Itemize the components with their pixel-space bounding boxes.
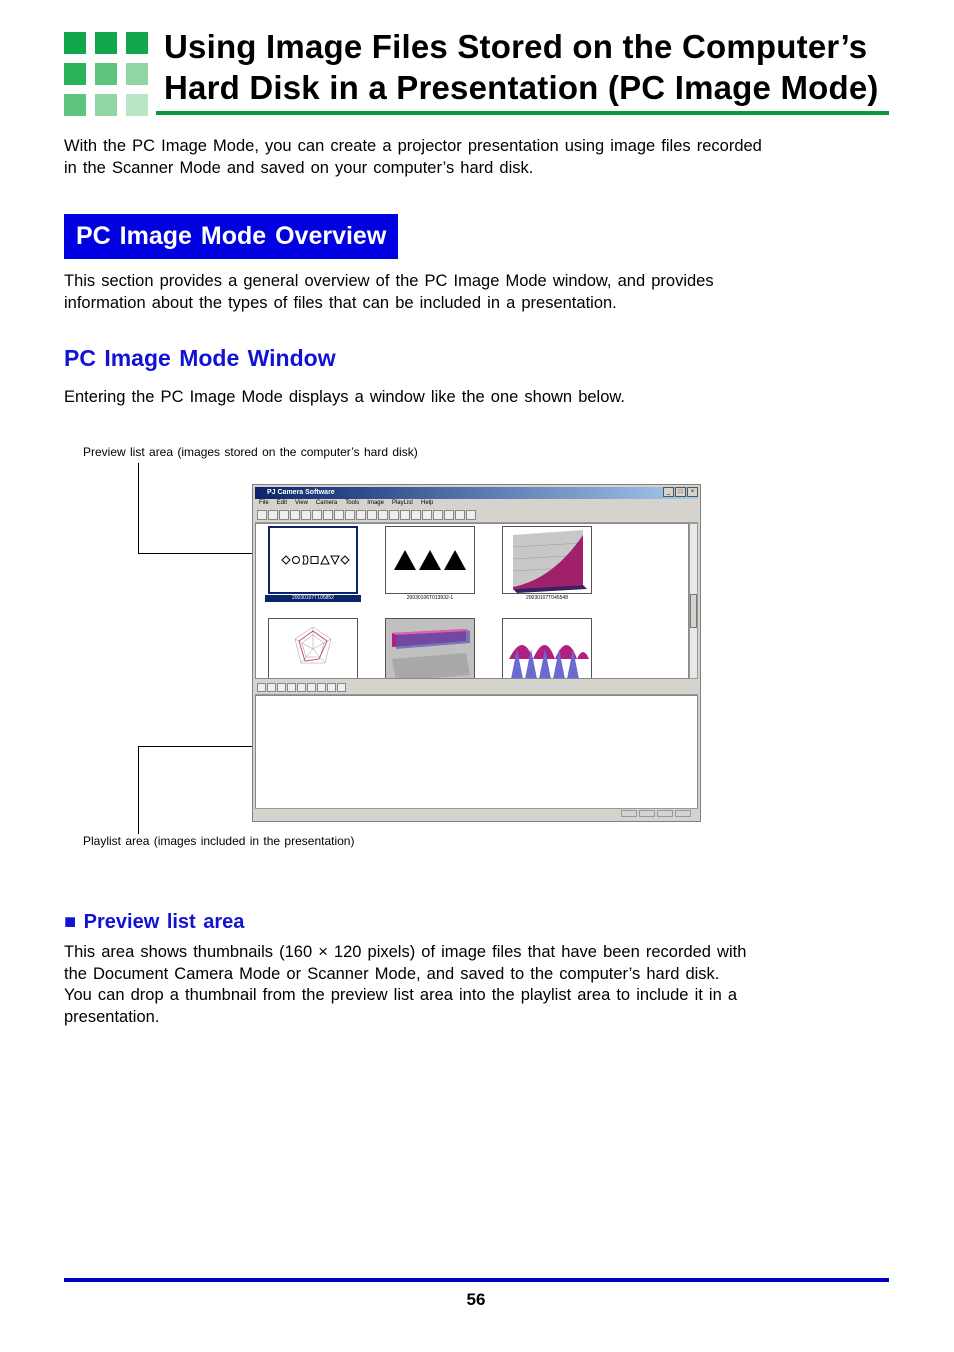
- toolbar-button-icon[interactable]: [466, 510, 476, 520]
- toolbar-button-icon[interactable]: [433, 510, 443, 520]
- status-panel: [657, 810, 673, 817]
- toolbar-button-icon[interactable]: [337, 683, 346, 692]
- preview-subheading-text: Preview list area: [83, 911, 245, 933]
- toolbar-button-icon[interactable]: [367, 510, 377, 520]
- section-line: information about the types of files that can be included in a presentation.: [64, 293, 617, 312]
- toolbar-button-icon[interactable]: [257, 510, 267, 520]
- toolbar-button-icon[interactable]: [257, 683, 266, 692]
- window-titlebar: [255, 487, 698, 499]
- menu-help[interactable]: Help: [420, 500, 434, 506]
- maximize-icon[interactable]: □: [675, 487, 686, 497]
- preview-thumbnail[interactable]: [385, 526, 475, 594]
- preview-subheading: [64, 909, 244, 935]
- preview-list-area[interactable]: [255, 523, 689, 679]
- toolbar-button-icon[interactable]: [277, 683, 286, 692]
- bullet-square-icon: ■: [64, 911, 77, 933]
- toolbar-button-icon[interactable]: [323, 510, 333, 520]
- toolbar-button-icon[interactable]: [287, 683, 296, 692]
- toolbar-button-icon[interactable]: [334, 510, 344, 520]
- callout-line: [138, 463, 139, 554]
- footer-rule: [64, 1278, 889, 1282]
- toolbar-button-icon[interactable]: [317, 683, 326, 692]
- main-toolbar: [255, 508, 698, 523]
- menu-camera[interactable]: Camera: [315, 500, 338, 506]
- preview-line: You can drop a thumbnail from the preview list area into the playlist area to include it in a: [64, 986, 738, 1004]
- toolbar-button-icon[interactable]: [389, 510, 399, 520]
- menu-view[interactable]: View: [295, 500, 308, 506]
- pj-camera-window-screenshot: [252, 484, 701, 822]
- minimize-icon[interactable]: _: [663, 487, 674, 497]
- shapes-outline-icon: [270, 528, 356, 592]
- status-bar: [255, 808, 698, 819]
- menu-playlist[interactable]: PlayList: [391, 500, 413, 506]
- logo-square: [126, 94, 148, 116]
- toolbar-button-icon[interactable]: [297, 683, 306, 692]
- cone-chart-icon: [503, 619, 591, 679]
- status-panel: [639, 810, 655, 817]
- section-line: This section provides a general overview of the PC Image Mode window, and provides: [64, 272, 714, 290]
- preview-thumbnail[interactable]: [268, 526, 358, 594]
- intro-paragraph: [64, 136, 762, 179]
- menu-file[interactable]: File: [259, 500, 269, 506]
- toolbar-button-icon[interactable]: [411, 510, 421, 520]
- window-controls: [663, 487, 698, 497]
- toolbar-button-icon[interactable]: [345, 510, 355, 520]
- callout-preview-label: Preview list area (images stored on the computer’s hard disk): [83, 445, 418, 459]
- callout-line: [138, 746, 139, 834]
- intro-line: in the Scanner Mode and saved on your computer’s hard disk.: [64, 158, 534, 177]
- window-subheading: PC Image Mode Window: [64, 345, 336, 371]
- playlist-toolbar: [255, 681, 698, 695]
- logo-square: [95, 63, 117, 85]
- 3d-bar-chart-icon: [386, 619, 474, 679]
- logo-square: [64, 32, 86, 54]
- toolbar-button-icon[interactable]: [327, 683, 336, 692]
- triangles-icon: [386, 527, 474, 593]
- logo-square: [126, 63, 148, 85]
- toolbar-button-icon[interactable]: [268, 510, 278, 520]
- toolbar-button-icon[interactable]: [444, 510, 454, 520]
- header-logo-grid: [64, 32, 148, 116]
- page-number: 56: [466, 1290, 486, 1309]
- section-paragraph: [64, 271, 714, 314]
- preview-thumbnail[interactable]: [502, 526, 592, 594]
- thumbnail-caption: 20030107T105852: [265, 595, 361, 602]
- title-line-2: Hard Disk in a Presentation (PC Image Mode): [164, 69, 879, 106]
- callout-line: [138, 553, 262, 554]
- menu-tools[interactable]: Tools: [345, 500, 360, 506]
- playlist-area[interactable]: [255, 695, 698, 809]
- toolbar-button-icon[interactable]: [312, 510, 322, 520]
- menu-image[interactable]: Image: [367, 500, 384, 506]
- window-paragraph: Entering the PC Image Mode displays a window like the one shown below.: [64, 388, 625, 406]
- radar-chart-icon: [269, 619, 357, 679]
- thumbnail-caption: 20030107T045548: [526, 595, 568, 601]
- logo-square: [126, 32, 148, 54]
- preview-thumbnail[interactable]: [385, 618, 475, 679]
- toolbar-button-icon[interactable]: [400, 510, 410, 520]
- toolbar-button-icon[interactable]: [279, 510, 289, 520]
- toolbar-button-icon[interactable]: [356, 510, 366, 520]
- preview-paragraph: [64, 942, 746, 1028]
- page-title: [164, 26, 904, 108]
- callout-playlist-label: Playlist area (images included in the presentation): [83, 834, 355, 848]
- status-panel: [621, 810, 637, 817]
- toolbar-button-icon[interactable]: [290, 510, 300, 520]
- logo-square: [95, 32, 117, 54]
- thumbnail-caption: 20030106T013932-1: [406, 595, 454, 601]
- section-heading: PC Image Mode Overview: [64, 214, 398, 259]
- toolbar-button-icon[interactable]: [301, 510, 311, 520]
- status-panel: [675, 810, 691, 817]
- intro-line: With the PC Image Mode, you can create a projector presentation using image files recorded: [64, 137, 762, 155]
- menu-edit[interactable]: Edit: [276, 500, 288, 506]
- preview-line: the Document Camera Mode or Scanner Mode, and saved to the computer’s hard disk.: [64, 964, 720, 983]
- title-line-1: Using Image Files Stored on the Computer’s: [164, 28, 868, 65]
- window-title: PJ Camera Software: [267, 489, 335, 496]
- scrollbar-thumb[interactable]: [690, 594, 697, 628]
- callout-line: [138, 746, 262, 747]
- close-icon[interactable]: ×: [687, 487, 698, 497]
- toolbar-button-icon[interactable]: [422, 510, 432, 520]
- preview-thumbnail[interactable]: [268, 618, 358, 679]
- toolbar-button-icon[interactable]: [455, 510, 465, 520]
- toolbar-button-icon[interactable]: [378, 510, 388, 520]
- toolbar-button-icon[interactable]: [307, 683, 316, 692]
- preview-scrollbar[interactable]: [689, 523, 698, 679]
- preview-thumbnail[interactable]: [502, 618, 592, 679]
- preview-line: This area shows thumbnails (160 × 120 pixels) of image files that have been recorded with: [64, 943, 747, 961]
- title-underline: [156, 111, 889, 115]
- logo-square: [95, 94, 117, 116]
- logo-square: [64, 63, 86, 85]
- area-chart-icon: [503, 527, 591, 593]
- menu-bar: [255, 499, 698, 508]
- preview-line: presentation.: [64, 1007, 160, 1026]
- logo-square: [64, 94, 86, 116]
- toolbar-button-icon[interactable]: [267, 683, 276, 692]
